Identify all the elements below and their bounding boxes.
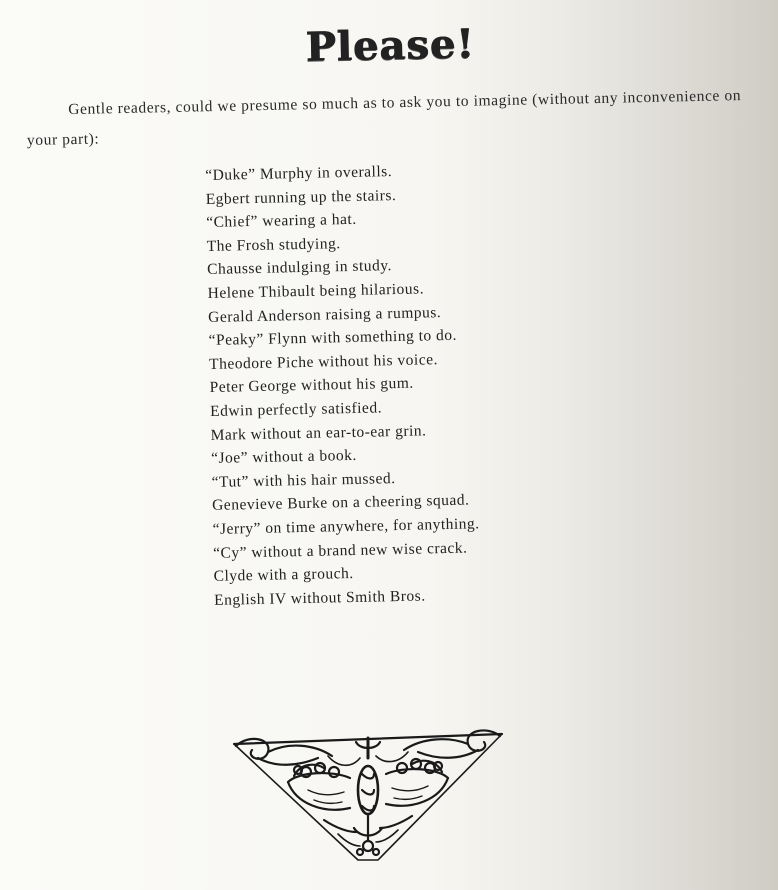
list-item: Helene Thibault being hilarious.: [207, 280, 425, 302]
list-item: “Chief” wearing a hat.: [206, 211, 357, 232]
list-item: Edwin perfectly satisfied.: [210, 399, 383, 420]
list-item: “Jerry” on time anywhere, for anything.: [212, 515, 480, 538]
list-item: “Joe” without a book.: [210, 447, 357, 468]
imagine-list: [205, 155, 634, 612]
list-item: Genevieve Burke on a cheering squad.: [211, 491, 470, 515]
list-item: Theodore Piche without his voice.: [209, 350, 439, 373]
list-item: “Duke” Murphy in overalls.: [205, 163, 393, 184]
list-item: The Frosh studying.: [206, 234, 341, 255]
list-item: Mark without an ear-to-ear grin.: [210, 421, 427, 444]
page-title: Please!: [304, 20, 476, 71]
list-item: “Cy” without a brand new wise crack.: [212, 539, 468, 562]
list-item: “Peaky” Flynn with something to do.: [208, 326, 458, 350]
list-item: Egbert running up the stairs.: [205, 186, 397, 208]
floral-cornucopia-ornament-icon: [228, 728, 508, 868]
list-item: Clyde with a grouch.: [213, 565, 354, 586]
list-item: English IV without Smith Bros.: [213, 587, 426, 609]
list-item: Chausse indulging in study.: [207, 257, 393, 279]
list-item: Gerald Anderson raising a rumpus.: [208, 303, 442, 326]
list-item: “Tut” with his hair mussed.: [211, 469, 396, 491]
intro-paragraph: Gentle readers, could we presume so much as to ask you to imagine (without any inconvenience on your part):: [26, 87, 742, 149]
list-item: Peter George without his gum.: [209, 375, 414, 397]
